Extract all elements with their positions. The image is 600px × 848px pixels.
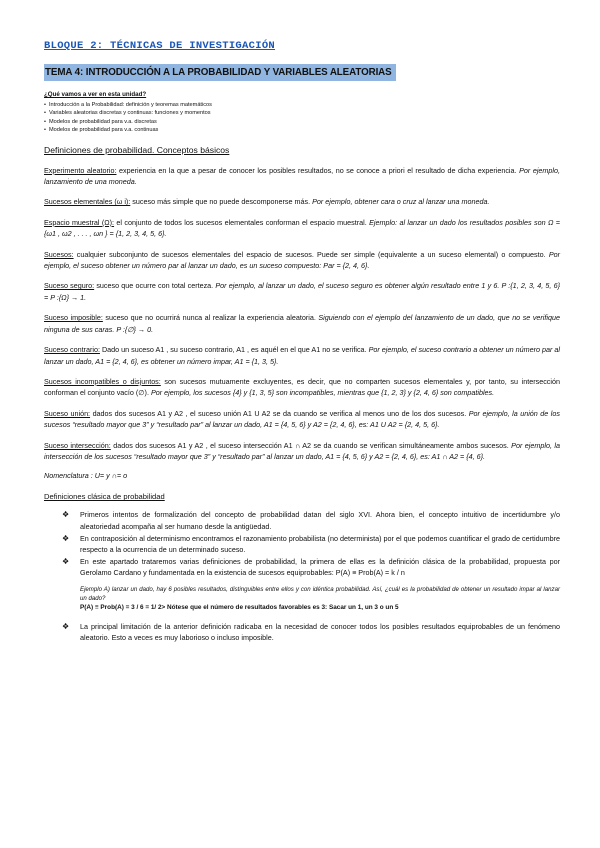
def-text: cualquier subconjunto de sucesos elementales del espacio de sucesos. Puede ser simple (equivalente a un suceso elemental) o compuesto. bbox=[73, 249, 549, 259]
term: Experimento aleatorio: bbox=[44, 165, 117, 175]
outline-item: • Modelos de probabilidad para v.a. discretas bbox=[44, 118, 560, 126]
example-formula: P(A) ≡ Prob(A) = 3 / 6 = 1/ 2> Nótese que el número de resultados favorables es 3: Sacar un 1, un 3 o un 5 bbox=[80, 604, 399, 612]
def-text: son sucesos mutuamente excluyentes, es decir, que no comparten sucesos elementales y, por tanto, su intersección conforman el conjunto vacío (∅). bbox=[44, 376, 560, 398]
def-espacio-muestral bbox=[44, 217, 560, 240]
def-example: Por ejemplo, los sucesos {4} y {1, 3, 5} son incompatibles, mientras que {1, 2, 3} y {2, 4, 6} son compatibles. bbox=[150, 388, 495, 398]
nomenclatura: Nomenclatura : U= y ∩= o bbox=[44, 471, 128, 481]
def-text: suceso que ocurre con total certeza. bbox=[94, 281, 216, 291]
def-text: el conjunto de todos los sucesos elementales conforman el espacio muestral. bbox=[114, 217, 370, 227]
def-example: Por ejemplo, al lanzar un dado, el suceso seguro es obtener algún resultado entre 1 y 6. P :{1, 2, 3, 4, 5, 6} = P :{Ω} → 1. bbox=[44, 281, 560, 302]
def-text: experiencia en la que a pesar de conocer los posibles resultados, no se conoce a priori el resultado de dicha experiencia. bbox=[116, 165, 520, 175]
diamond-bullet-icon: ❖ bbox=[62, 533, 70, 543]
diamond-bullet-icon: ❖ bbox=[62, 510, 70, 520]
term: Suceso seguro: bbox=[44, 281, 95, 291]
example-block bbox=[80, 585, 560, 613]
def-example: Por ejemplo, el suceso obtener un número par al lanzar un dado, es un suceso compuesto: Par = {2, 4, 6}. bbox=[44, 249, 560, 271]
list-item bbox=[44, 556, 560, 578]
points-list bbox=[44, 509, 560, 578]
def-example: Ejemplo: al lanzar un dado los resultados posibles son Ω = {ω1 , ω2 , . . . , ωn } = {1, 2, 3, 4, 5, 6}. bbox=[44, 217, 560, 239]
def-suceso-imposible bbox=[44, 312, 560, 335]
def-sucesos-elementales bbox=[44, 196, 560, 207]
point-text: La principal limitación de la anterior definición radicaba en la necesidad de conocer todos los posibles resultados equiprobables de un fenómeno aleatorio. Esto a veces es muy laborioso o incluso imposible. bbox=[80, 621, 560, 642]
def-text: dados dos sucesos A1 y A2 , el suceso unión A1 U A2 se da cuando se verifica al menos uno de los dos sucesos. bbox=[90, 408, 469, 418]
unidad-question: ¿Qué vamos a ver en esta unidad? bbox=[44, 91, 147, 98]
def-interseccion bbox=[44, 440, 560, 463]
def-text: suceso que no ocurrirá nunca al realizar la experiencia aleatoria. bbox=[102, 313, 319, 323]
outline-item: • Variables aleatorias discretas y continuas: funciones y momentos bbox=[44, 109, 560, 117]
outline-item: • Modelos de probabilidad para v.a. continuas bbox=[44, 126, 560, 134]
list-item bbox=[44, 621, 560, 643]
outline-list bbox=[44, 101, 560, 135]
def-text: Dado un suceso A1 , su suceso contrario, A1 , es aquél en el que A1 no se verifica. bbox=[99, 345, 369, 355]
point-text: En este apartado trataremos varias definiciones de probabilidad, la primera de ellas es la definición clásica de la probabilidad, propuesta por Gerolamo Cardano y fundamentada en la existencia de sucesos equiprobables: P(A) ≡ Prob(A) = k / n bbox=[80, 557, 560, 578]
diamond-bullet-icon: ❖ bbox=[62, 557, 70, 567]
list-item bbox=[44, 533, 560, 555]
def-example: Por ejemplo, la intersección de los sucesos “resultado mayor que 3” y “resultado par” al lanzar un dado, A1 = {4, 5, 6} y A2 = {2, 4, 6}, es: A1 ∩ A2 = {4, 6}. bbox=[44, 440, 560, 461]
def-example: Por ejemplo, lanzamiento de una moneda. bbox=[44, 165, 560, 187]
def-example: Siguiendo con el ejemplo del lanzamiento de un dado, que no se verifique ninguna de sus caras. P :{∅} → 0. bbox=[44, 313, 560, 334]
clasica-title: Definiciones clásica de probabilidad bbox=[44, 492, 165, 502]
def-suceso-seguro bbox=[44, 280, 560, 303]
term: Suceso contrario: bbox=[44, 345, 100, 355]
def-incompatibles bbox=[44, 376, 560, 399]
term: Sucesos: bbox=[44, 249, 74, 259]
term: Suceso unión: bbox=[44, 408, 91, 418]
term: Espacio muestral (Ω): bbox=[44, 217, 115, 227]
def-suceso-contrario bbox=[44, 344, 560, 367]
document-page bbox=[44, 36, 560, 649]
term: Suceso intersección: bbox=[44, 440, 111, 450]
definitions-title: Definiciones de probabilidad. Conceptos básicos bbox=[44, 144, 230, 155]
point-text: En contraposición al determinismo encontramos el razonamiento probabilista (no determinista) por el que podemos cuantificar el grado de certidumbre respecto a la ocurrencia de un determinado suceso. bbox=[80, 533, 560, 554]
example-text: Ejemplo A) lanzar un dado, hay 6 posibles resultados, distinguibles entre ellos y con idéntica probabilidad. Así, ¿cuál es la probabilidad de obtener un resultado impar al lanzar un dado? bbox=[80, 585, 560, 602]
term: Sucesos incompatibles o disjuntos: bbox=[44, 376, 161, 386]
outline-item: • Introducción a la Probabilidad: definición y teoremas matemáticos bbox=[44, 101, 560, 109]
def-example: Por ejemplo, el suceso contrario a obtener un número par al lanzar un dado, A1 = {2, 4, 6}, es obtener un número impar, A1 = {1, 3, 5}. bbox=[44, 345, 560, 366]
term: Suceso imposible: bbox=[44, 313, 103, 323]
term: Sucesos elementales (ω i): bbox=[44, 197, 131, 207]
def-text: suceso más simple que no puede descomponerse más. bbox=[130, 197, 313, 207]
tema-heading: TEMA 4: INTRODUCCIÓN A LA PROBABILIDAD Y VARIABLES ALEATORIAS bbox=[44, 64, 396, 81]
def-experimento bbox=[44, 165, 560, 188]
diamond-bullet-icon: ❖ bbox=[62, 621, 70, 631]
def-example: Por ejemplo, obtener cara o cruz al lanzar una moneda. bbox=[312, 197, 490, 207]
def-example: Por ejemplo, la unión de los sucesos “resultado mayor que 3” y “resultado par” al lanzar un dado, A1 = {4, 5, 6} y A2 = {2, 4, 6}, es: A1 U A2 = {2, 4, 5, 6}. bbox=[44, 408, 560, 430]
bloque-heading: BLOQUE 2: TÉCNICAS DE INVESTIGACIÓN bbox=[44, 40, 276, 52]
def-text: dados dos sucesos A1 y A2 , el suceso intersección A1 ∩ A2 se da cuando se verifican simultáneamente ambos sucesos. bbox=[110, 440, 512, 450]
def-union bbox=[44, 408, 560, 431]
points-list-final bbox=[44, 621, 560, 643]
list-item bbox=[44, 509, 560, 531]
point-text: Primeros intentos de formalización del concepto de probabilidad datan del siglo XVI. Ahora bien, el concepto intuitivo de incertidumbre y/o aleatoriedad acompaña al ser humano desde la antigüedad. bbox=[80, 510, 560, 531]
def-sucesos bbox=[44, 249, 560, 272]
